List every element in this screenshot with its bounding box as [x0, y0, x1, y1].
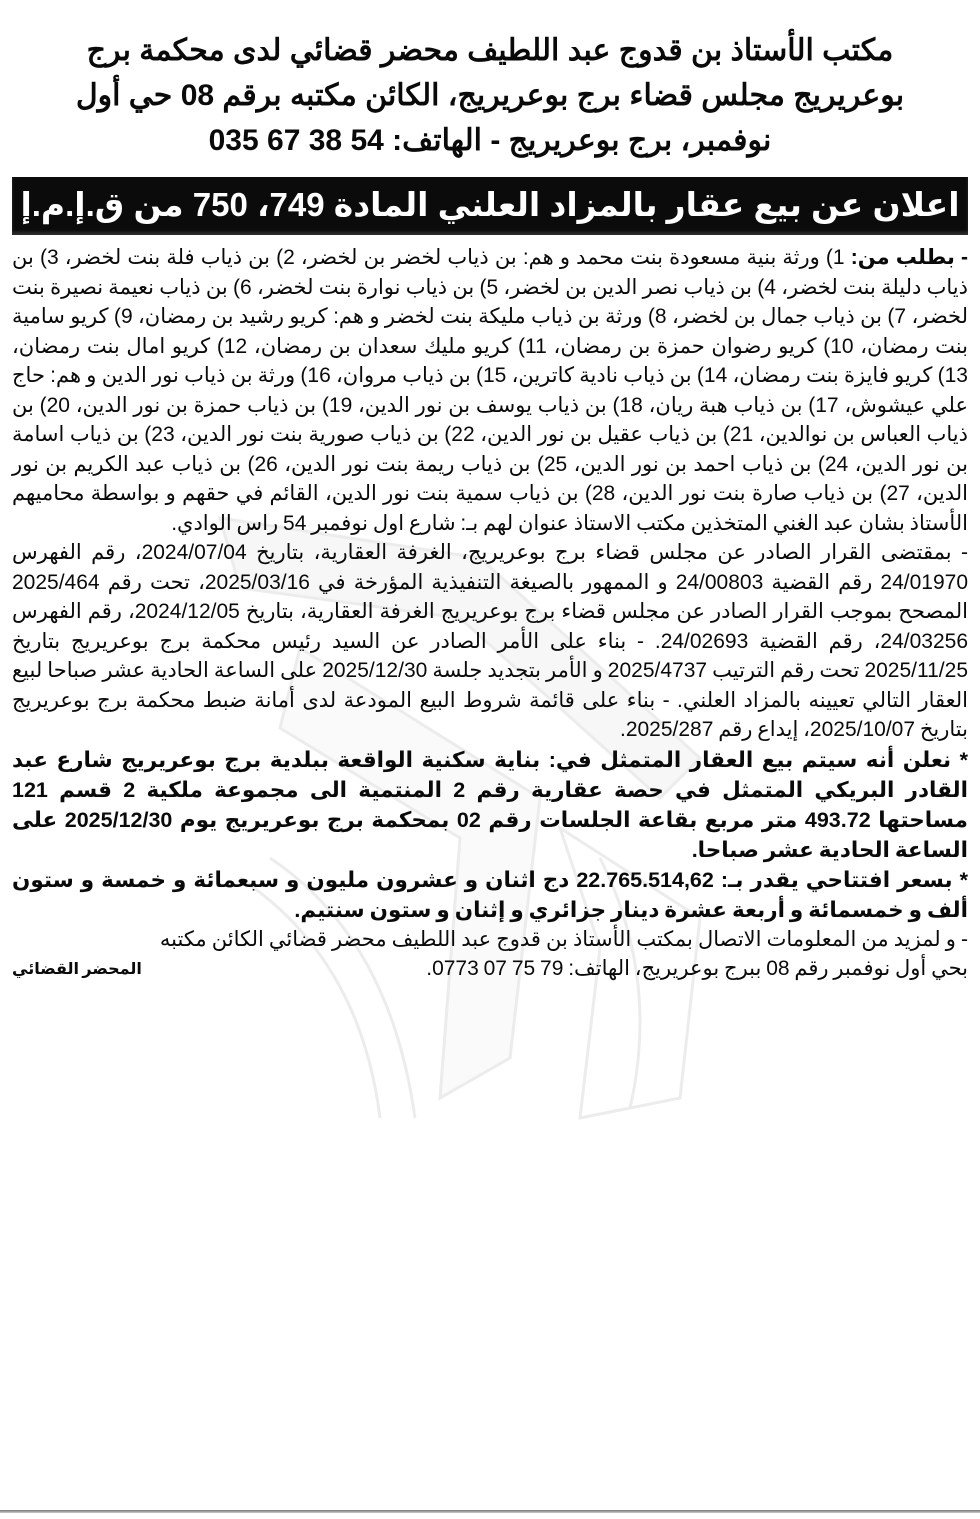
- header-line: نوفمبر، برج بوعريريج - الهاتف: 54 38 67 035: [208, 124, 772, 157]
- notice-body: [12, 243, 968, 984]
- property-description: * نعلن أنه سيتم بيع العقار المتمثل في: بناية سكنية الواقعة ببلدية برج بوعريريج شارع عبد القادر البريكي المتمثل في حصة عقارية رقم 2 المنتمية الى مجموعة ملكية 2 قسم 121 مساحتها 493.72 متر مربع بقاعة الجلسات رقم 02 بمحكمة برج بوعريريج يوم 2025/12/30 على الساعة الحادية عشر صباحا.: [12, 747, 968, 862]
- requesters-list: 1) ورثة بنية مسعودة بنت محمد و هم: بن ذياب لخضر بن لخضر، 2) بن ذياب فلة بنت لخضر، 3) بن ذياب دليلة بنت لخضر، 4) بن ذياب نصر الدين بن لخضر، 5) بن ذياب نوارة بنت لخضر، 6) بن ذياب نعيمة نصيرة بنت لخضر، 7) بن ذياب جمال بن لخضر، 8) ورثة بن ذياب مليكة بنت لخضر و هم: كريو رشيد بن رمضان، 9) كريو سامية بنت رمضان، 10) كريو رضوان حمزة بن رمضان، 11) كريو مليك سعدان بن رمضان، 12) كريو امال بنت رمضان، 13) كريو فايزة بنت رمضان، 14) بن ذياب نادية كاترين، 15) بن ذياب مروان، 16) ورثة بن ذياب نور الدين و هم: حاج علي عيشوش، 17) بن ذياب هبة ريان، 18) بن ذياب يوسف بن نور الدين، 19) بن ذياب حمزة بن نور الدين، 20) بن ذياب العباس بن نوالدين، 21) بن ذياب عقيل بن نور الدين، 22) بن ذياب صورية بنت نور الدين، 23) بن ذياب اسامة بن نور الدين، 24) بن ذياب احمد بن نور الدين، 25) بن ذياب ريمة بنت نور الدين، 26) بن ذياب عبد الكريم بن نور الدين، 27) بن ذياب صارة بنت نور الدين، 28) بن ذياب سمية بنت نور الدين، القائم في حقهم و بواسطة محاميهم الأستاذ بشان عبد الغني المتخذين مكتب الاستاذ عنوان لهم بـ: شارع اول نوفمبر 54 راس الوادي.: [12, 246, 969, 535]
- header-line: مكتب الأستاذ بن قدوج عبد اللطيف محضر قضائي لدى محكمة برج: [86, 34, 894, 67]
- header-line: بوعريريج مجلس قضاء برج بوعريريج، الكائن مكتبه برقم 08 حي أول: [75, 79, 905, 112]
- bailiff-office-header: [12, 28, 968, 163]
- contact-paragraph: [12, 925, 968, 984]
- auction-title-banner: اعلان عن بيع عقار بالمزاد العلني المادة 749، 750 من ق.إ.م.إ: [12, 177, 968, 235]
- court-decision-paragraph: - بمقتضى القرار الصادر عن مجلس قضاء برج بوعريريج، الغرفة العقارية، بتاريخ 2024/07/04، رقم الفهرس 24/01970 رقم القضية 24/00803 و الممهور بالصيغة التنفيذية المؤرخة في 2025/03/16، تحت رقم 2025/464 المصحح بموجب القرار الصادر عن مجلس قضاء برج بوعريريج الغرفة العقارية، بتاريخ 2024/12/05، رقم الفهرس 24/03256، رقم القضية 24/02693. - بناء على الأمر الصادر عن السيد رئيس محكمة برج بوعريريج بتاريخ 2025/11/25 تحت رقم الترتيب 2025/4737 و الأمر بتجديد جلسة 2025/12/30 على الساعة الحادية عشر صباحا لبيع العقار التالي تعيينه بالمزاد العلني. - بناء على قائمة شروط البيع المودعة لدى أمانة ضبط محكمة برج بوعريريج بتاريخ 2025/10/07، إيداع رقم 2025/287.: [12, 541, 968, 741]
- requesters-paragraph: [12, 243, 968, 538]
- contact-text: - و لمزيد من المعلومات الاتصال بمكتب الأستاذ بن قدوج عبد اللطيف محضر قضائي الكائن مكتبه بحي أول نوفمبر رقم 08 ببرج بوعريريج، الهاتف: 79 75 07 0773.: [159, 927, 968, 980]
- bailiff-signoff: المحضر القضائي: [12, 960, 142, 978]
- requesters-lead: - بطلب من:: [850, 246, 968, 269]
- legal-notice: [0, 28, 980, 984]
- bottom-divider: [0, 1510, 980, 1513]
- opening-price: * بسعر افتتاحي يقدر بـ: 22.765.514,62 دج اثنان و عشرون مليون و سبعمائة و خمسة و ستون ألف و خمسمائة و أربعة عشرة دينار جزائري و إثنان و ستون سنتيم.: [12, 867, 968, 922]
